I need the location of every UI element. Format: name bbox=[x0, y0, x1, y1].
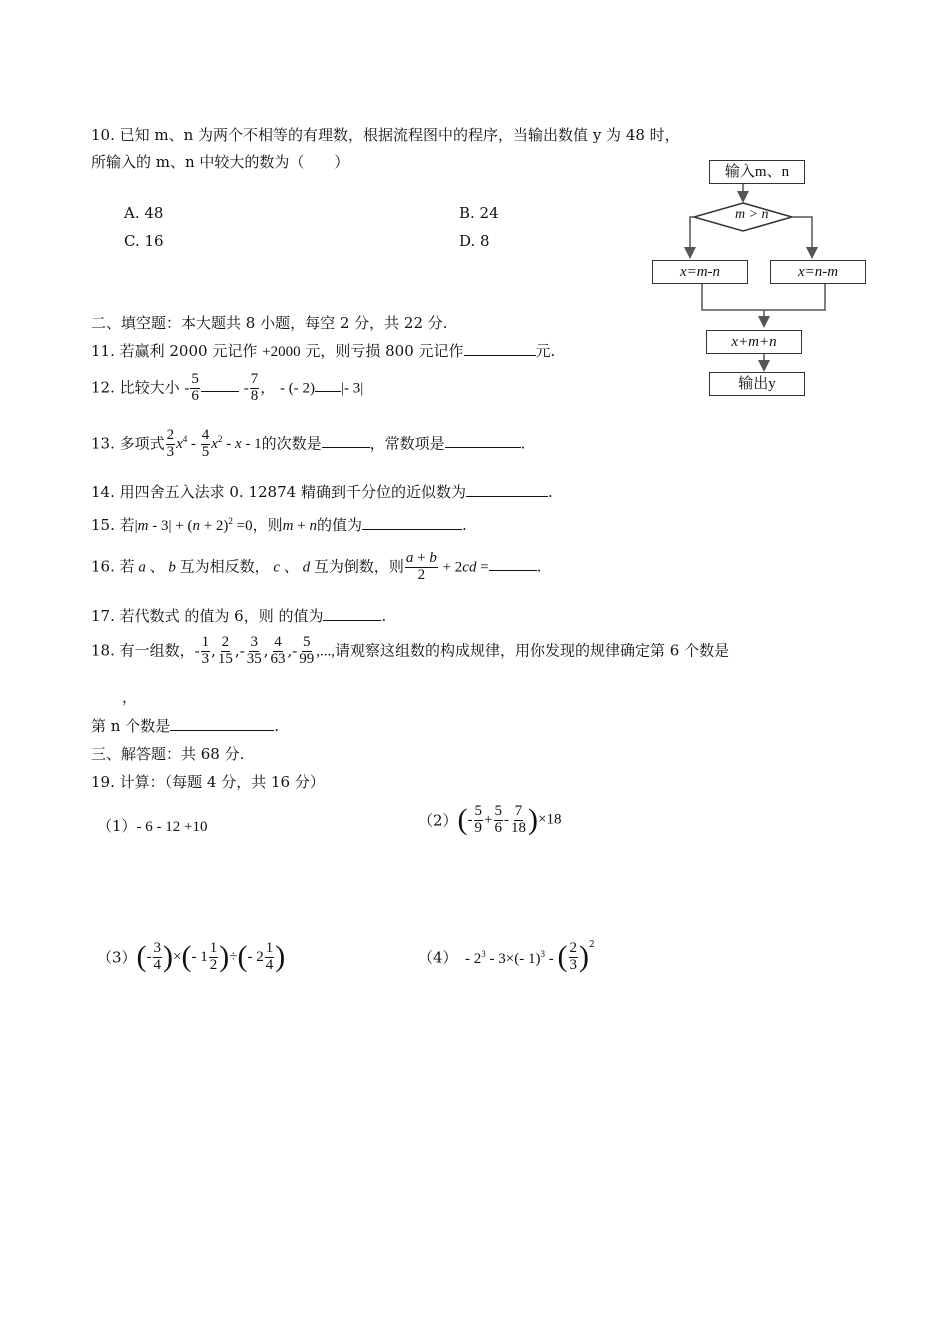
section-3-heading: 三、解答题：共 68 分. bbox=[91, 745, 245, 763]
q16-blank bbox=[489, 556, 537, 571]
flowchart-left-box: x=m-n bbox=[652, 260, 748, 284]
q12-blank-2 bbox=[315, 377, 341, 392]
q10-option-d: D. 8 bbox=[459, 232, 490, 250]
q18-blank bbox=[170, 716, 274, 731]
q10-line1: 10. 已知 m、n 为两个不相等的有理数，根据流程图中的程序，当输出数值 y 为 48 时， bbox=[91, 126, 680, 144]
section-2-heading: 二、填空题：本大题共 8 小题，每空 2 分，共 22 分. bbox=[91, 314, 448, 332]
q11-answer-blank bbox=[464, 341, 536, 356]
q10-option-b: B. 24 bbox=[459, 204, 499, 222]
q13-blank-2 bbox=[445, 433, 521, 448]
q17: 17. 若代数式 的值为 6，则 的值为 . bbox=[91, 607, 387, 625]
q10-option-c: C. 16 bbox=[124, 232, 164, 250]
flowchart-right-box: x=n-m bbox=[770, 260, 866, 284]
q19-part-2: （2）(- $\frac{5}{9}$ + $\frac{5}{6}$ - $\frac{7}{18}$ )×18 bbox=[418, 802, 562, 836]
q19-part-3: （3）(- $\frac{3}{4}$ )×(- 1 $\frac{1}{2}$ )÷(- 2 $\frac{1}{4}$ ) bbox=[97, 939, 286, 973]
q14: 14. 用四舍五入法求 0. 12874 精确到千分位的近似数为 . bbox=[91, 483, 553, 501]
q10-option-a: A. 48 bbox=[124, 204, 164, 222]
q11-prefix: 11. 若赢利 2000 元记作 bbox=[91, 342, 263, 360]
q18-line3: 第 n 个数是 . bbox=[91, 717, 279, 735]
flowchart-output-box: 输出y bbox=[709, 372, 805, 396]
q13-blank-1 bbox=[322, 433, 370, 448]
flowchart-input-box: 输入m、n bbox=[709, 160, 805, 184]
q18-comma: ， bbox=[122, 688, 138, 706]
q15-blank bbox=[362, 515, 462, 530]
q11-middle: 元，则亏损 800 元记作 bbox=[300, 342, 464, 360]
q19-heading: 19. 计算：（每题 4 分，共 16 分） bbox=[91, 773, 325, 791]
q12: 12. 比较大小 - $\frac{5}{6}$ - $\frac{7}{8}$ ， - (- 2) |- 3| bbox=[91, 371, 364, 404]
q10-line2: 所输入的 m、n 中较大的数为（ ） bbox=[91, 153, 350, 171]
q11-value: +2000 bbox=[262, 344, 301, 360]
q16: 16. 若 a 、 b 互为相反数， c 、 d 互为倒数，则 $\frac{a + b}{2}$ + 2cd = . bbox=[91, 550, 542, 583]
q11-suffix: 元. bbox=[535, 342, 556, 360]
q15: 15. 若$|m - 3| + (n + 2)^2 =0$，则m + n的值为 . bbox=[91, 516, 467, 534]
flowchart-condition: m > n bbox=[735, 207, 769, 222]
q19-part-1: （1）- 6 - 12 +10 bbox=[97, 817, 208, 835]
q11 bbox=[91, 340, 555, 361]
q12-blank-1 bbox=[201, 377, 239, 392]
q17-blank bbox=[323, 606, 381, 621]
q13: 13. 多项式 $\frac{2}{3}$ $x^4$ - $\frac{4}{5}$ $x^2$ - x - 1的次数是 ，常数项是 . bbox=[91, 427, 526, 460]
flowchart-merge-box: x+m+n bbox=[706, 330, 802, 354]
q19-part-4: （4） - $2^3 - 3\times(-$ 1)$^3$ - ( $\frac{2}{3}$ )$^2$ bbox=[418, 939, 595, 973]
q14-blank bbox=[466, 482, 548, 497]
q12-prefix: 12. 比较大小 bbox=[91, 378, 180, 397]
q18: 18. 有一组数，- $\frac{1}{3}$ , $\frac{2}{15}$ ,- $\frac{3}{35}$ , $\frac{4}{63}$ ,- $\frac{5}{99}$ ,...,请观察这组数的构成规律，用你发现的规律确定第 6 个数是 bbox=[91, 634, 730, 667]
